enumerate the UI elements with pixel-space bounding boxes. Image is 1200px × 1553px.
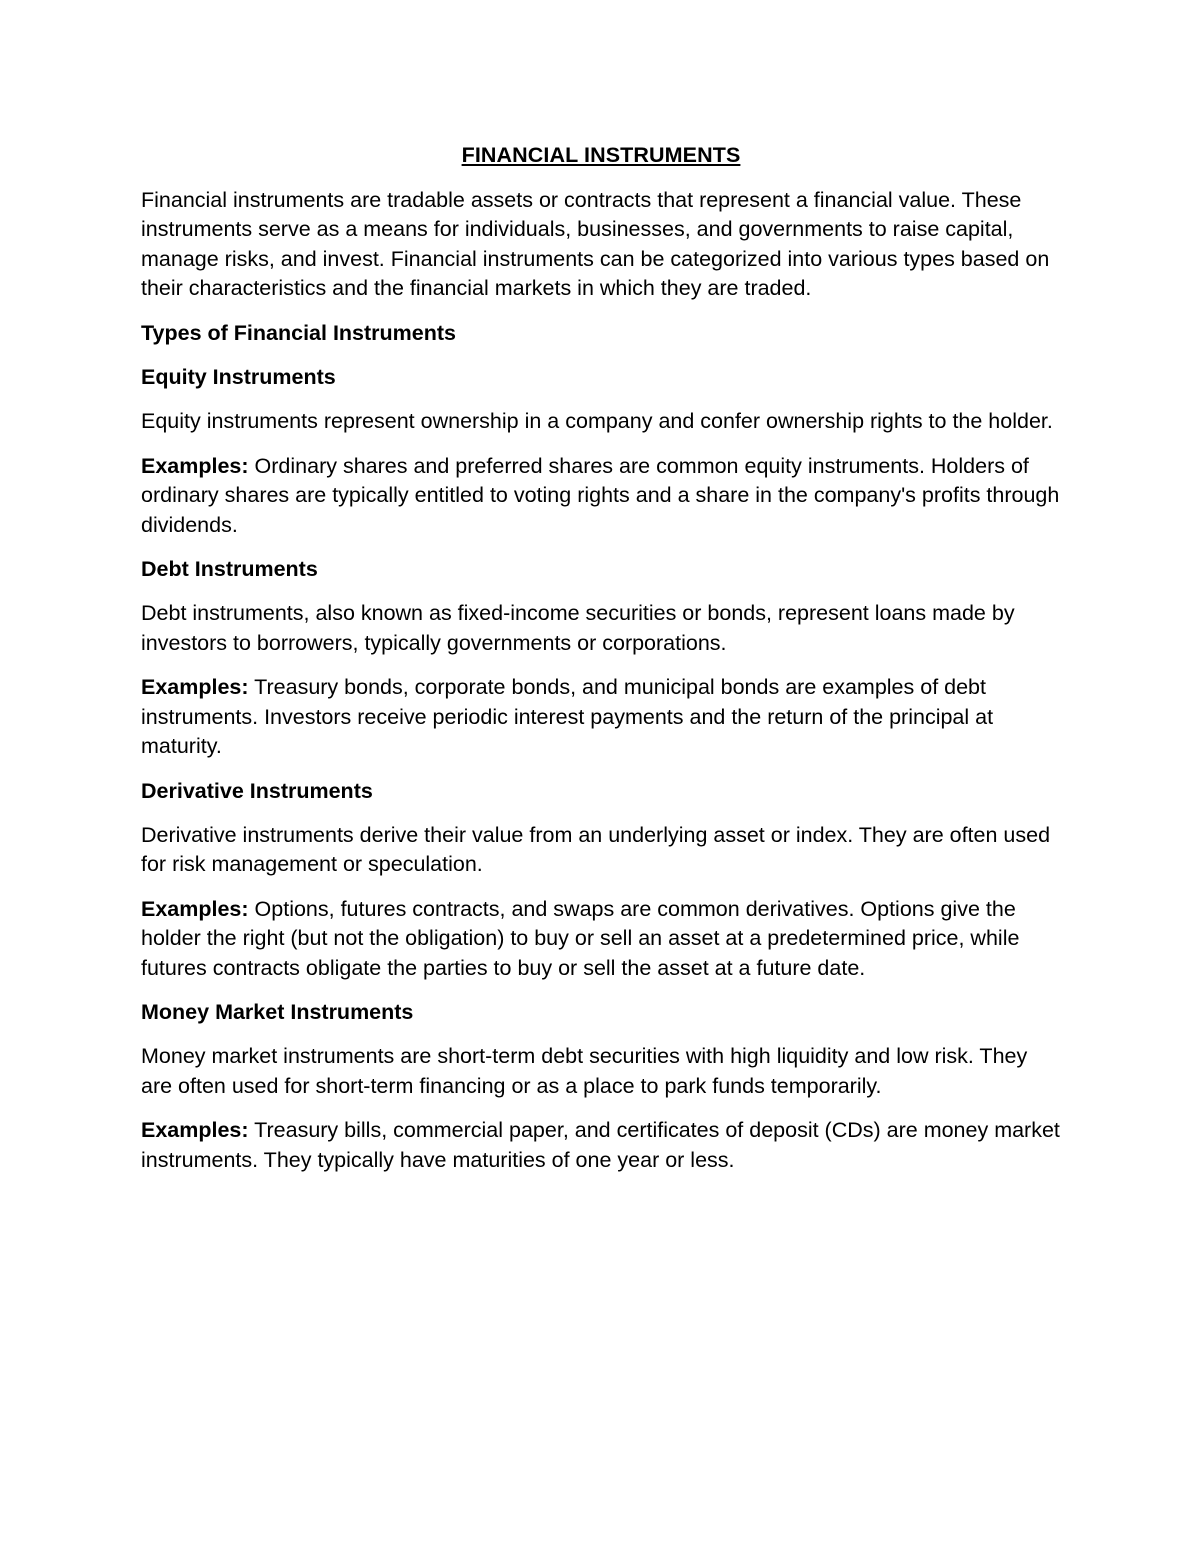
examples-label: Examples: (141, 453, 249, 478)
section-description-derivative: Derivative instruments derive their value from an underlying asset or index. They are often used for risk management or speculation. (141, 822, 1051, 877)
section-description-money-market: Money market instruments are short-term debt securities with high liquidity and low risk. They are often used for short-term financing or as a place to park funds temporarily. (141, 1044, 1028, 1098)
section-heading-equity: Equity Instruments (141, 365, 336, 390)
section-examples-money-market (141, 1116, 1061, 1175)
section-examples-derivative (141, 895, 1061, 983)
section-heading-derivative: Derivative Instruments (141, 778, 373, 803)
document-title: FINANCIAL INSTRUMENTS (461, 143, 741, 167)
section-description-debt: Debt instruments, also known as fixed-income securities or bonds, represent loans made by investors to borrowers, typically governments or corporations. (141, 601, 1015, 655)
examples-label: Examples: (141, 675, 249, 700)
section-heading-money-market: Money Market Instruments (141, 999, 414, 1024)
types-heading: Types of Financial Instruments (141, 320, 456, 345)
examples-text: Treasury bills, commercial paper, and certificates of deposit (CDs) are money market instruments. They typically have maturities of one year or less. (141, 1118, 1060, 1172)
document-page (141, 141, 1061, 1190)
section-examples-equity (141, 452, 1061, 540)
examples-text: Ordinary shares and preferred shares are common equity instruments. Holders of ordinary shares are typically entitled to voting rights and a share in the company's profits through dividends. (141, 453, 1060, 537)
examples-label: Examples: (141, 896, 249, 921)
section-examples-debt (141, 673, 1061, 761)
section-description-equity: Equity instruments represent ownership in a company and confer ownership rights to the holder. (141, 409, 1053, 434)
examples-text: Treasury bonds, corporate bonds, and municipal bonds are examples of debt instruments. Investors receive periodic interest payments and the return of the principal at maturity. (141, 675, 994, 759)
examples-label: Examples: (141, 1118, 249, 1143)
intro-paragraph: Financial instruments are tradable assets or contracts that represent a financial value. These instruments serve as a means for individuals, businesses, and governments to raise capital, manage risks, and invest. Financial instruments can be categorized into various types based on their characteristics and the financial markets in which they are traded. (141, 188, 1050, 301)
section-heading-debt: Debt Instruments (141, 557, 318, 582)
examples-text: Options, futures contracts, and swaps are common derivatives. Options give the holder the right (but not the obligation) to buy or sell an asset at a predetermined price, while futures contracts obligate the parties to buy or sell the asset at a future date. (141, 896, 1020, 980)
